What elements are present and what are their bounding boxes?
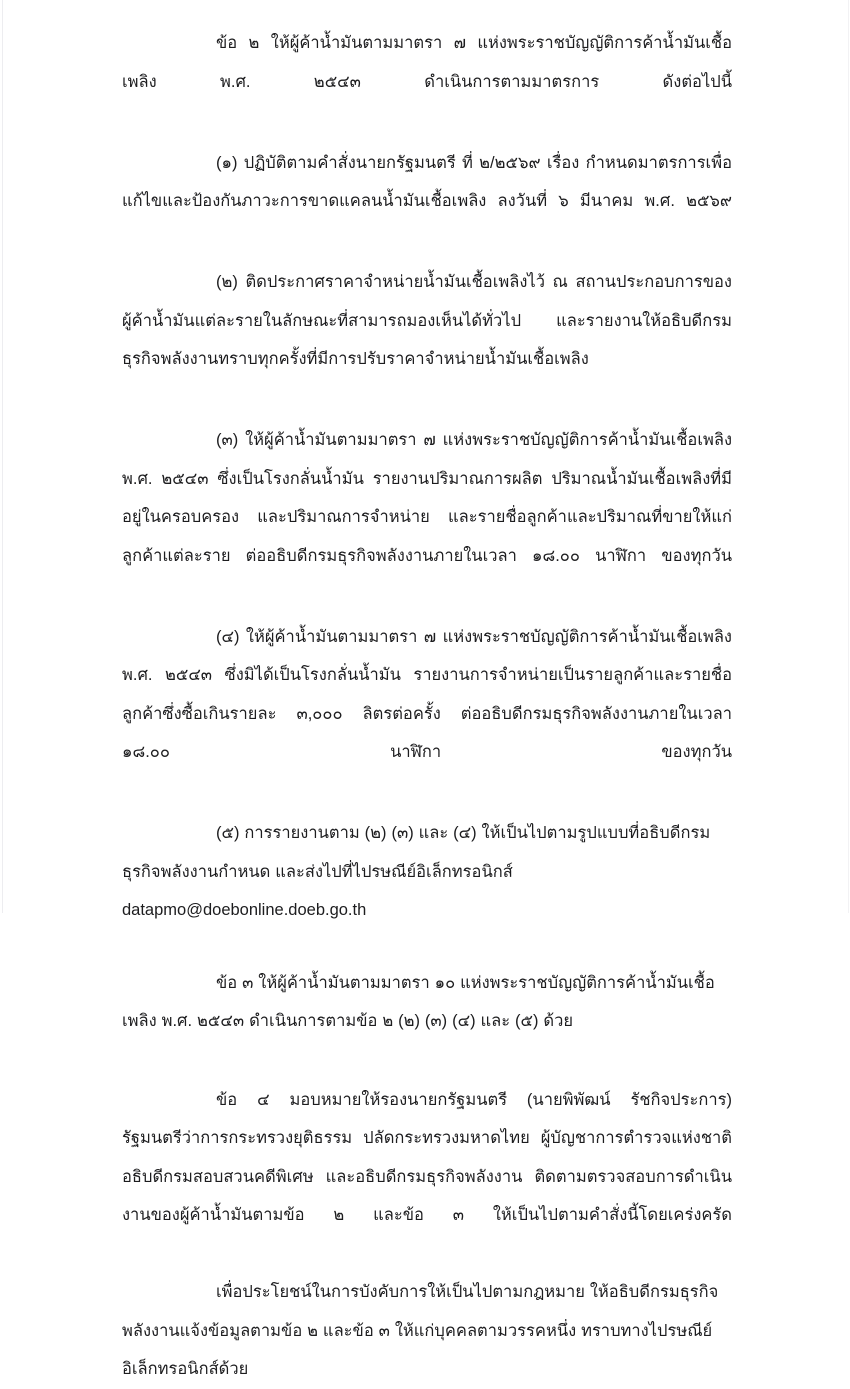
clause-2-item-1-paragraph: (๑) ปฏิบัติตามคำสั่งนายกรัฐมนตรี ที่ ๒/๒๕๖๙ เรื่อง กำหนดมาตรการเพื่อแก้ไขและป้องกันภาวะการขาดแคลนน้ำมันเชื้อเพลิง ลงวันที่ ๖ มีนาคม พ.ศ. ๒๕๖๙ xyxy=(122,153,732,210)
clause-2-item-5-paragraph: (๕) การรายงานตาม (๒) (๓) และ (๔) ให้เป็นไปตามรูปแบบที่อธิบดีกรมธุรกิจพลังงานกำหนด และส่งไปที่ไปรษณีย์อิเล็กทรอนิกส์ datapmo@doebonline.doeb.go.th xyxy=(122,824,711,919)
clause-3-paragraph: ข้อ ๓ ให้ผู้ค้าน้ำมันตามมาตรา ๑๐ แห่งพระราชบัญญัติการค้าน้ำมันเชื้อเพลิง พ.ศ. ๒๕๔๓ ดำเนินการตามข้อ ๒ (๒) (๓) (๔) และ (๕) ด้วย xyxy=(122,973,715,1030)
closing-paragraph: เพื่อประโยชน์ในการบังคับการให้เป็นไปตามกฎหมาย ให้อธิบดีกรมธุรกิจพลังงานแจ้งข้อมูลตามข้อ ๒ และข้อ ๓ ให้แก่บุคคลตามวรรคหนึ่ง ทราบทางไปรษณีย์อิเล็กทรอนิกส์ด้วย xyxy=(122,1283,719,1378)
document-text-body xyxy=(122,24,732,1389)
clause-2-item-4-paragraph: (๔) ให้ผู้ค้าน้ำมันตามมาตรา ๗ แห่งพระราชบัญญัติการค้าน้ำมันเชื้อเพลิง พ.ศ. ๒๕๔๓ ซึ่งมิได้เป็นโรงกลั่นน้ำมัน รายงานการจำหน่ายเป็นรายลูกค้าและรายชื่อลูกค้าซึ่งซื้อเกินรายละ ๓,๐๐๐ ลิตรต่อครั้ง ต่ออธิบดีกรมธุรกิจพลังงานภายในเวลา ๑๘.๐๐ นาฬิกา ของทุกวัน xyxy=(122,627,732,761)
clause-4-paragraph: ข้อ ๔ มอบหมายให้รองนายกรัฐมนตรี (นายพิพัฒน์ รัชกิจประการ) รัฐมนตรีว่าการกระทรวงยุติธรรม ปลัดกระทรวงมหาดไทย ผู้บัญชาการตำรวจแห่งชาติ อธิบดีกรมสอบสวนคดีพิเศษ และอธิบดีกรมธุรกิจพลังงาน ติดตามตรวจสอบการดำเนินงานของผู้ค้าน้ำมันตามข้อ ๒ และข้อ ๓ ให้เป็นไปตามคำสั่งนี้โดยเคร่งครัด xyxy=(122,1090,732,1224)
clause-2-item-3-paragraph: (๓) ให้ผู้ค้าน้ำมันตามมาตรา ๗ แห่งพระราชบัญญัติการค้าน้ำมันเชื้อเพลิง พ.ศ. ๒๕๔๓ ซึ่งเป็นโรงกลั่นน้ำมัน รายงานปริมาณการผลิต ปริมาณน้ำมันเชื้อเพลิงที่มีอยู่ในครอบครอง และปริมาณการจำหน่าย และรายชื่อลูกค้าและปริมาณที่ขายให้แก่ลูกค้าแต่ละราย ต่ออธิบดีกรมธุรกิจพลังงานภายในเวลา ๑๘.๐๐ นาฬิกา ของทุกวัน xyxy=(122,431,732,565)
clause-2-paragraph: ข้อ ๒ ให้ผู้ค้าน้ำมันตามมาตรา ๗ แห่งพระราชบัญญัติการค้าน้ำมันเชื้อเพลิง พ.ศ. ๒๕๔๓ ดำเนินการตามมาตรการ ดังต่อไปนี้ xyxy=(122,34,732,91)
scan-edge-artifact-right xyxy=(848,0,849,913)
clause-2-item-2-paragraph: (๒) ติดประกาศราคาจำหน่ายน้ำมันเชื้อเพลิงไว้ ณ สถานประกอบการของผู้ค้าน้ำมันแต่ละรายในลักษณะที่สามารถมองเห็นได้ทั่วไป และรายงานให้อธิบดีกรมธุรกิจพลังงานทราบทุกครั้งที่มีการปรับราคาจำหน่ายน้ำมันเชื้อเพลิง xyxy=(122,273,732,368)
section-spacer xyxy=(122,1041,732,1081)
scan-edge-artifact-left xyxy=(2,0,3,913)
section-spacer xyxy=(122,930,732,964)
